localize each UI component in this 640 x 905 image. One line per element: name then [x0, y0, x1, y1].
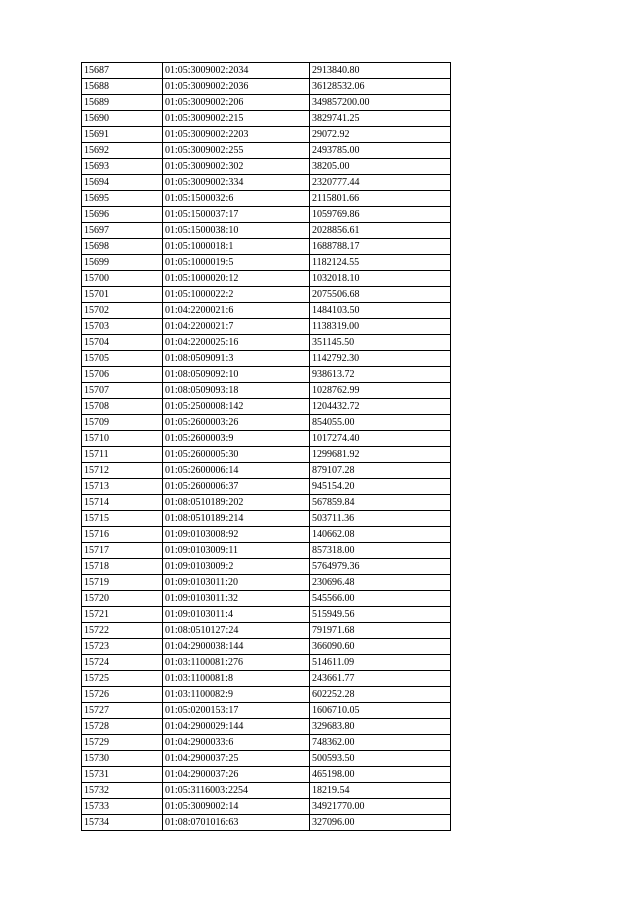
cadastral-number-cell: 01:05:2600006:37 [163, 479, 310, 495]
cadastral-number-cell: 01:09:0103009:2 [163, 559, 310, 575]
value-cell: 503711.36 [310, 511, 451, 527]
value-cell: 879107.28 [310, 463, 451, 479]
row-number-cell: 15720 [82, 591, 163, 607]
row-number-cell: 15693 [82, 159, 163, 175]
row-number-cell: 15714 [82, 495, 163, 511]
row-number-cell: 15733 [82, 799, 163, 815]
table-row [82, 335, 451, 351]
cadastral-number-cell: 01:05:2600003:26 [163, 415, 310, 431]
row-number-cell: 15716 [82, 527, 163, 543]
value-cell: 2493785.00 [310, 143, 451, 159]
value-cell: 791971.68 [310, 623, 451, 639]
row-number-cell: 15703 [82, 319, 163, 335]
cadastral-number-cell: 01:05:1500037:17 [163, 207, 310, 223]
table-row [82, 815, 451, 831]
value-cell: 515949.56 [310, 607, 451, 623]
value-cell: 2115801.66 [310, 191, 451, 207]
cadastral-number-cell: 01:05:3009002:14 [163, 799, 310, 815]
cadastral-number-cell: 01:09:0103011:4 [163, 607, 310, 623]
value-cell: 1204432.72 [310, 399, 451, 415]
value-cell: 2075506.68 [310, 287, 451, 303]
row-number-cell: 15727 [82, 703, 163, 719]
cadastral-number-cell: 01:05:3009002:2034 [163, 63, 310, 79]
value-cell: 2320777.44 [310, 175, 451, 191]
table-row [82, 159, 451, 175]
cadastral-number-cell: 01:08:0510189:214 [163, 511, 310, 527]
table-row [82, 655, 451, 671]
value-cell: 2913840.80 [310, 63, 451, 79]
row-number-cell: 15722 [82, 623, 163, 639]
value-cell: 1182124.55 [310, 255, 451, 271]
table-row [82, 239, 451, 255]
cadastral-number-cell: 01:05:3009002:2036 [163, 79, 310, 95]
cadastral-number-cell: 01:05:3009002:2203 [163, 127, 310, 143]
table-row [82, 799, 451, 815]
row-number-cell: 15732 [82, 783, 163, 799]
table-row [82, 687, 451, 703]
row-number-cell: 15688 [82, 79, 163, 95]
cadastral-number-cell: 01:04:2900033:6 [163, 735, 310, 751]
table-body [82, 63, 451, 831]
cadastral-number-cell: 01:08:0509092:10 [163, 367, 310, 383]
value-cell: 857318.00 [310, 543, 451, 559]
cadastral-number-cell: 01:08:0509091:3 [163, 351, 310, 367]
cadastral-number-cell: 01:04:2900037:25 [163, 751, 310, 767]
row-number-cell: 15689 [82, 95, 163, 111]
value-cell: 1142792.30 [310, 351, 451, 367]
cadastral-number-cell: 01:05:1500038:10 [163, 223, 310, 239]
cadastral-number-cell: 01:04:2900029:144 [163, 719, 310, 735]
table-row [82, 63, 451, 79]
value-cell: 1138319.00 [310, 319, 451, 335]
table-row [82, 79, 451, 95]
row-number-cell: 15709 [82, 415, 163, 431]
value-cell: 1028762.99 [310, 383, 451, 399]
table-row [82, 591, 451, 607]
value-cell: 567859.84 [310, 495, 451, 511]
row-number-cell: 15721 [82, 607, 163, 623]
value-cell: 938613.72 [310, 367, 451, 383]
cadastral-number-cell: 01:05:1500032:6 [163, 191, 310, 207]
row-number-cell: 15734 [82, 815, 163, 831]
row-number-cell: 15729 [82, 735, 163, 751]
table-row [82, 111, 451, 127]
table-row [82, 447, 451, 463]
table-row [82, 607, 451, 623]
cadastral-number-cell: 01:03:1100081:8 [163, 671, 310, 687]
cadastral-number-cell: 01:05:2600006:14 [163, 463, 310, 479]
value-cell: 36128532.06 [310, 79, 451, 95]
data-table [81, 62, 451, 831]
row-number-cell: 15697 [82, 223, 163, 239]
cadastral-number-cell: 01:05:3009002:302 [163, 159, 310, 175]
cadastral-number-cell: 01:09:0103011:20 [163, 575, 310, 591]
table-row [82, 575, 451, 591]
cadastral-number-cell: 01:05:3009002:255 [163, 143, 310, 159]
cadastral-number-cell: 01:08:0509093:18 [163, 383, 310, 399]
value-cell: 366090.60 [310, 639, 451, 655]
cadastral-number-cell: 01:08:0701016:63 [163, 815, 310, 831]
cadastral-number-cell: 01:08:0510127:24 [163, 623, 310, 639]
table-row [82, 271, 451, 287]
cadastral-number-cell: 01:05:3009002:206 [163, 95, 310, 111]
cadastral-number-cell: 01:04:2900037:26 [163, 767, 310, 783]
table-row [82, 399, 451, 415]
row-number-cell: 15711 [82, 447, 163, 463]
value-cell: 1606710.05 [310, 703, 451, 719]
value-cell: 351145.50 [310, 335, 451, 351]
value-cell: 329683.80 [310, 719, 451, 735]
table-row [82, 735, 451, 751]
row-number-cell: 15702 [82, 303, 163, 319]
table-row [82, 751, 451, 767]
table-row [82, 703, 451, 719]
row-number-cell: 15728 [82, 719, 163, 735]
cadastral-number-cell: 01:05:2600003:9 [163, 431, 310, 447]
cadastral-number-cell: 01:05:2600005:30 [163, 447, 310, 463]
row-number-cell: 15724 [82, 655, 163, 671]
cadastral-number-cell: 01:05:1000019:5 [163, 255, 310, 271]
table-row [82, 319, 451, 335]
row-number-cell: 15730 [82, 751, 163, 767]
row-number-cell: 15710 [82, 431, 163, 447]
value-cell: 2028856.61 [310, 223, 451, 239]
value-cell: 748362.00 [310, 735, 451, 751]
value-cell: 3829741.25 [310, 111, 451, 127]
table-row [82, 719, 451, 735]
cadastral-number-cell: 01:05:3009002:215 [163, 111, 310, 127]
value-cell: 38205.00 [310, 159, 451, 175]
table-row [82, 223, 451, 239]
value-cell: 243661.77 [310, 671, 451, 687]
table-row [82, 415, 451, 431]
table-row [82, 783, 451, 799]
value-cell: 1059769.86 [310, 207, 451, 223]
value-cell: 1032018.10 [310, 271, 451, 287]
table-row [82, 495, 451, 511]
row-number-cell: 15715 [82, 511, 163, 527]
row-number-cell: 15717 [82, 543, 163, 559]
cadastral-number-cell: 01:09:0103009:11 [163, 543, 310, 559]
row-number-cell: 15708 [82, 399, 163, 415]
table-row [82, 383, 451, 399]
value-cell: 327096.00 [310, 815, 451, 831]
row-number-cell: 15700 [82, 271, 163, 287]
row-number-cell: 15712 [82, 463, 163, 479]
table-row [82, 511, 451, 527]
cadastral-number-cell: 01:05:1000018:1 [163, 239, 310, 255]
cadastral-number-cell: 01:05:0200153:17 [163, 703, 310, 719]
table-row [82, 527, 451, 543]
row-number-cell: 15696 [82, 207, 163, 223]
table-row [82, 367, 451, 383]
table-row [82, 463, 451, 479]
row-number-cell: 15690 [82, 111, 163, 127]
row-number-cell: 15704 [82, 335, 163, 351]
table-row [82, 127, 451, 143]
cadastral-number-cell: 01:04:2900038:144 [163, 639, 310, 655]
value-cell: 500593.50 [310, 751, 451, 767]
cadastral-number-cell: 01:04:2200021:7 [163, 319, 310, 335]
row-number-cell: 15699 [82, 255, 163, 271]
row-number-cell: 15706 [82, 367, 163, 383]
row-number-cell: 15719 [82, 575, 163, 591]
cadastral-number-cell: 01:04:2200021:6 [163, 303, 310, 319]
row-number-cell: 15707 [82, 383, 163, 399]
cadastral-number-cell: 01:05:2500008:142 [163, 399, 310, 415]
value-cell: 1688788.17 [310, 239, 451, 255]
cadastral-number-cell: 01:05:1000022:2 [163, 287, 310, 303]
table-row [82, 767, 451, 783]
table-row [82, 255, 451, 271]
table-row [82, 175, 451, 191]
table-row [82, 95, 451, 111]
table-row [82, 431, 451, 447]
table-row [82, 543, 451, 559]
value-cell: 465198.00 [310, 767, 451, 783]
value-cell: 140662.08 [310, 527, 451, 543]
cadastral-number-cell: 01:03:1100082:9 [163, 687, 310, 703]
row-number-cell: 15687 [82, 63, 163, 79]
cadastral-number-cell: 01:09:0103011:32 [163, 591, 310, 607]
value-cell: 349857200.00 [310, 95, 451, 111]
table-row [82, 191, 451, 207]
cadastral-number-cell: 01:04:2200025:16 [163, 335, 310, 351]
table-row [82, 479, 451, 495]
row-number-cell: 15731 [82, 767, 163, 783]
value-cell: 1484103.50 [310, 303, 451, 319]
value-cell: 1017274.40 [310, 431, 451, 447]
row-number-cell: 15695 [82, 191, 163, 207]
row-number-cell: 15698 [82, 239, 163, 255]
value-cell: 602252.28 [310, 687, 451, 703]
row-number-cell: 15725 [82, 671, 163, 687]
row-number-cell: 15694 [82, 175, 163, 191]
cadastral-number-cell: 01:08:0510189:202 [163, 495, 310, 511]
row-number-cell: 15726 [82, 687, 163, 703]
row-number-cell: 15692 [82, 143, 163, 159]
cadastral-number-cell: 01:09:0103008:92 [163, 527, 310, 543]
table-row [82, 287, 451, 303]
value-cell: 945154.20 [310, 479, 451, 495]
value-cell: 1299681.92 [310, 447, 451, 463]
table-row [82, 207, 451, 223]
table-row [82, 671, 451, 687]
cadastral-number-cell: 01:05:3009002:334 [163, 175, 310, 191]
value-cell: 34921770.00 [310, 799, 451, 815]
table-row [82, 351, 451, 367]
row-number-cell: 15718 [82, 559, 163, 575]
value-cell: 18219.54 [310, 783, 451, 799]
value-cell: 514611.09 [310, 655, 451, 671]
value-cell: 230696.48 [310, 575, 451, 591]
row-number-cell: 15713 [82, 479, 163, 495]
value-cell: 854055.00 [310, 415, 451, 431]
row-number-cell: 15691 [82, 127, 163, 143]
row-number-cell: 15701 [82, 287, 163, 303]
table-row [82, 143, 451, 159]
table-row [82, 639, 451, 655]
cadastral-number-cell: 01:05:1000020:12 [163, 271, 310, 287]
row-number-cell: 15723 [82, 639, 163, 655]
table-row [82, 623, 451, 639]
cadastral-number-cell: 01:05:3116003:2254 [163, 783, 310, 799]
value-cell: 29072.92 [310, 127, 451, 143]
value-cell: 545566.00 [310, 591, 451, 607]
table-row [82, 303, 451, 319]
value-cell: 5764979.36 [310, 559, 451, 575]
table-row [82, 559, 451, 575]
cadastral-number-cell: 01:03:1100081:276 [163, 655, 310, 671]
row-number-cell: 15705 [82, 351, 163, 367]
